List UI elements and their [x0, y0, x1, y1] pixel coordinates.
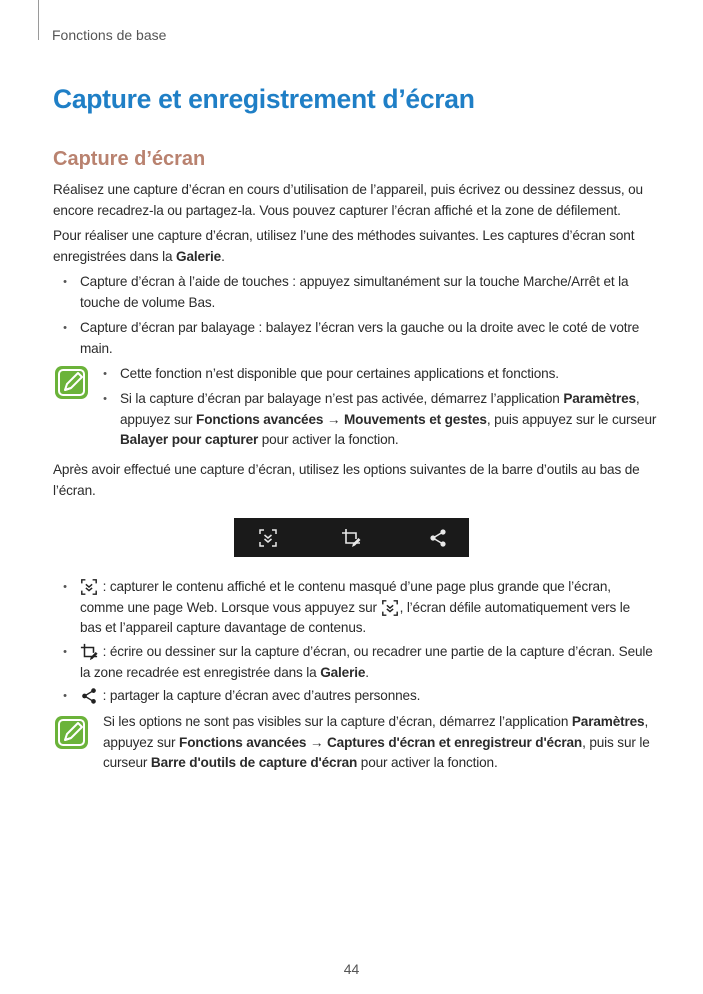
bullet: •: [103, 368, 107, 380]
bullet: •: [63, 322, 67, 334]
bullet: •: [63, 581, 67, 593]
intro-paragraph: Réalisez une capture d’écran en cours d’utilisation de l’appareil, puis écrivez ou dessinez dessus, ou encore recadrez-la ou partagez-la. Vous pouvez capturer l’écran affiché et la zone de défilement.: [53, 182, 643, 218]
edit-crop-icon: [80, 643, 98, 661]
bullet: •: [63, 646, 67, 658]
note-text: Si les options ne sont pas visibles sur la capture d’écran, démarrez l’application Paramètres, appuyez sur Fonctions avancées → Captures d'écran et enregistreur d'écran, puis sur le curseur Barre d'outils de capture d'écran pour activer la fonction.: [103, 714, 650, 770]
section-title: Capture d’écran: [53, 148, 206, 170]
bullet: •: [63, 690, 67, 702]
option-scroll-capture: • : capturer le contenu affiché et le contenu masqué d’une page plus grande que l’écran, comme une page Web. Lorsque vous appuyez sur , l’écran défile automatiquement vers le bas et l’appareil capture davantage de contenus.: [80, 577, 655, 639]
method-item: • Capture d’écran par balayage : balayez l’écran vers la gauche ou la droite avec le coté de votre main.: [80, 318, 655, 359]
option-edit: • : écrire ou dessiner sur la capture d’écran, ou recadrer une partie de la capture d’écran. Seule la zone recadrée est enregistrée dans la Galerie.: [80, 642, 655, 683]
header-rule: [38, 0, 39, 40]
header-section: Fonctions de base: [52, 27, 167, 43]
scroll-capture-icon: [381, 599, 399, 617]
method-item: • Capture d’écran à l’aide de touches : appuyez simultanément sur la touche Marche/Arrêt et la touche de volume Bas.: [80, 272, 655, 313]
screenshot-toolbar: [234, 518, 469, 557]
note-pencil-icon: [54, 365, 89, 400]
bullet: •: [103, 393, 107, 405]
methods-intro-paragraph: Pour réaliser une capture d’écran, utilisez l’une des méthodes suivantes. Les captures d’écran sont enregistrées dans la Galerie.: [53, 228, 635, 264]
edit-crop-icon: [341, 528, 361, 548]
page-title: Capture et enregistrement d’écran: [53, 84, 475, 114]
share-icon: [80, 687, 98, 705]
page-number: 44: [343, 961, 360, 977]
share-icon: [428, 528, 448, 548]
scroll-capture-icon: [80, 578, 98, 596]
scroll-capture-icon: [258, 528, 278, 548]
note-item: • Cette fonction n’est disponible que pour certaines applications et fonctions.: [120, 364, 660, 385]
after-capture-paragraph: Après avoir effectué une capture d’écran, utilisez les options suivantes de la barre d’outils au bas de l’écran.: [53, 462, 640, 498]
option-share: • : partager la capture d’écran avec d’autres personnes.: [80, 686, 655, 707]
bullet: •: [63, 276, 67, 288]
note-item: • Si la capture d’écran par balayage n’est pas activée, démarrez l’application Paramètres, appuyez sur Fonctions avancées → Mouvements et gestes, puis appuyez sur le curseur Balayer pour capturer pour activer la fonction.: [120, 389, 660, 451]
note-pencil-icon: [54, 715, 89, 750]
